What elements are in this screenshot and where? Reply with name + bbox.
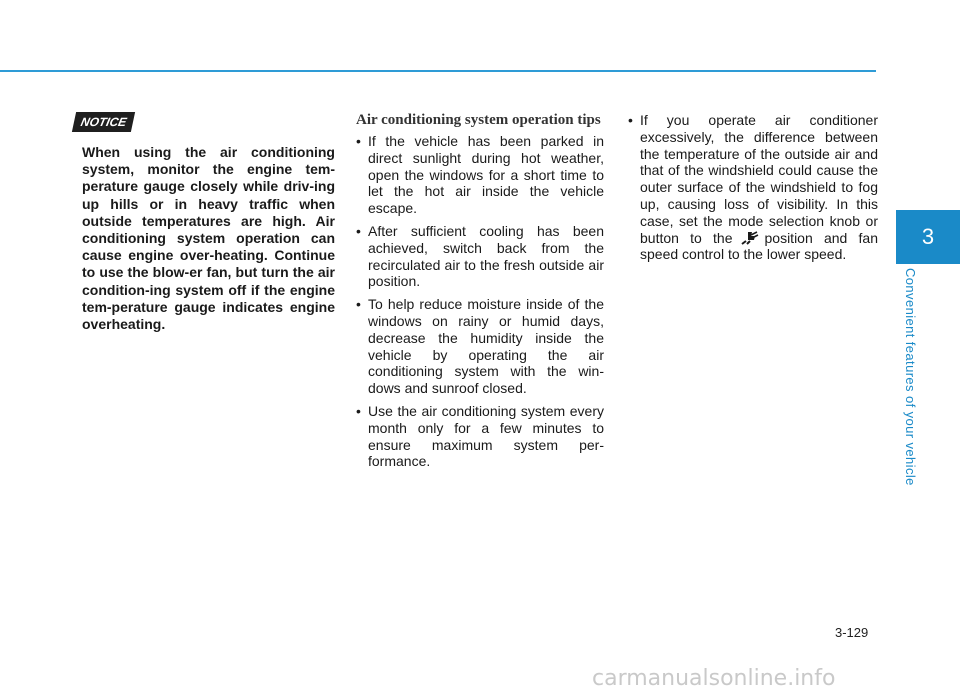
list-item: • Use the air conditioning system every month only for a few minutes to ensure maximum system per-formance. [356,403,604,470]
notice-text: When using the air conditioning system, monitor the engine tem-perature gauge closely while driv-ing up hills or in heavy traffic when outside temperatures are high. Air conditioning system operation can cause engine over-heating. Continue to use the blow-er fan, but turn the air condition-ing system off if the engine tem-perature gauge indicates engine overheating. [82,144,335,333]
watermark: carmanualsonline.info [592,666,836,691]
chapter-number: 3 [921,224,935,249]
list-item [628,112,878,263]
fog-tip-column [628,112,878,269]
notice-badge: NOTICE [72,112,136,132]
list-item: • To help reduce moisture inside of the windows on rainy or humid days, decrease the humidity inside the vehicle by operating the air conditioning system with the win-dows and sunroof closed. [356,296,604,397]
fog-tip-text-end: position and fan speed control to the lower speed. [640,229,879,263]
fog-tip-list [628,112,878,263]
tips-column [356,112,604,476]
section-heading: Air conditioning system operation tips [356,112,601,128]
list-item: • If the vehicle has been parked in direct sunlight during hot weather, open the windows for a short time to let the hot air inside the vehicle escape. [356,133,604,217]
chapter-title: Convenient features of your vehicle [903,268,918,486]
floor-defrost-mode-icon [739,231,759,245]
fog-tip-text-start: If you operate air conditioner excessively, the difference between the temperature of the outside air and that of the windshield could cause the outer surface of the windshield to fog up, causing loss of visibility. In this case, set the mode selection knob or button to the [640,112,878,246]
header-rule [0,70,876,72]
page-number: 3-129 [835,625,869,640]
tips-list [356,133,604,470]
notice-column [79,112,335,333]
list-item: • After sufficient cooling has been achieved, switch back from the recirculated air to the fresh outside air position. [356,223,604,290]
chapter-tab [896,210,960,264]
